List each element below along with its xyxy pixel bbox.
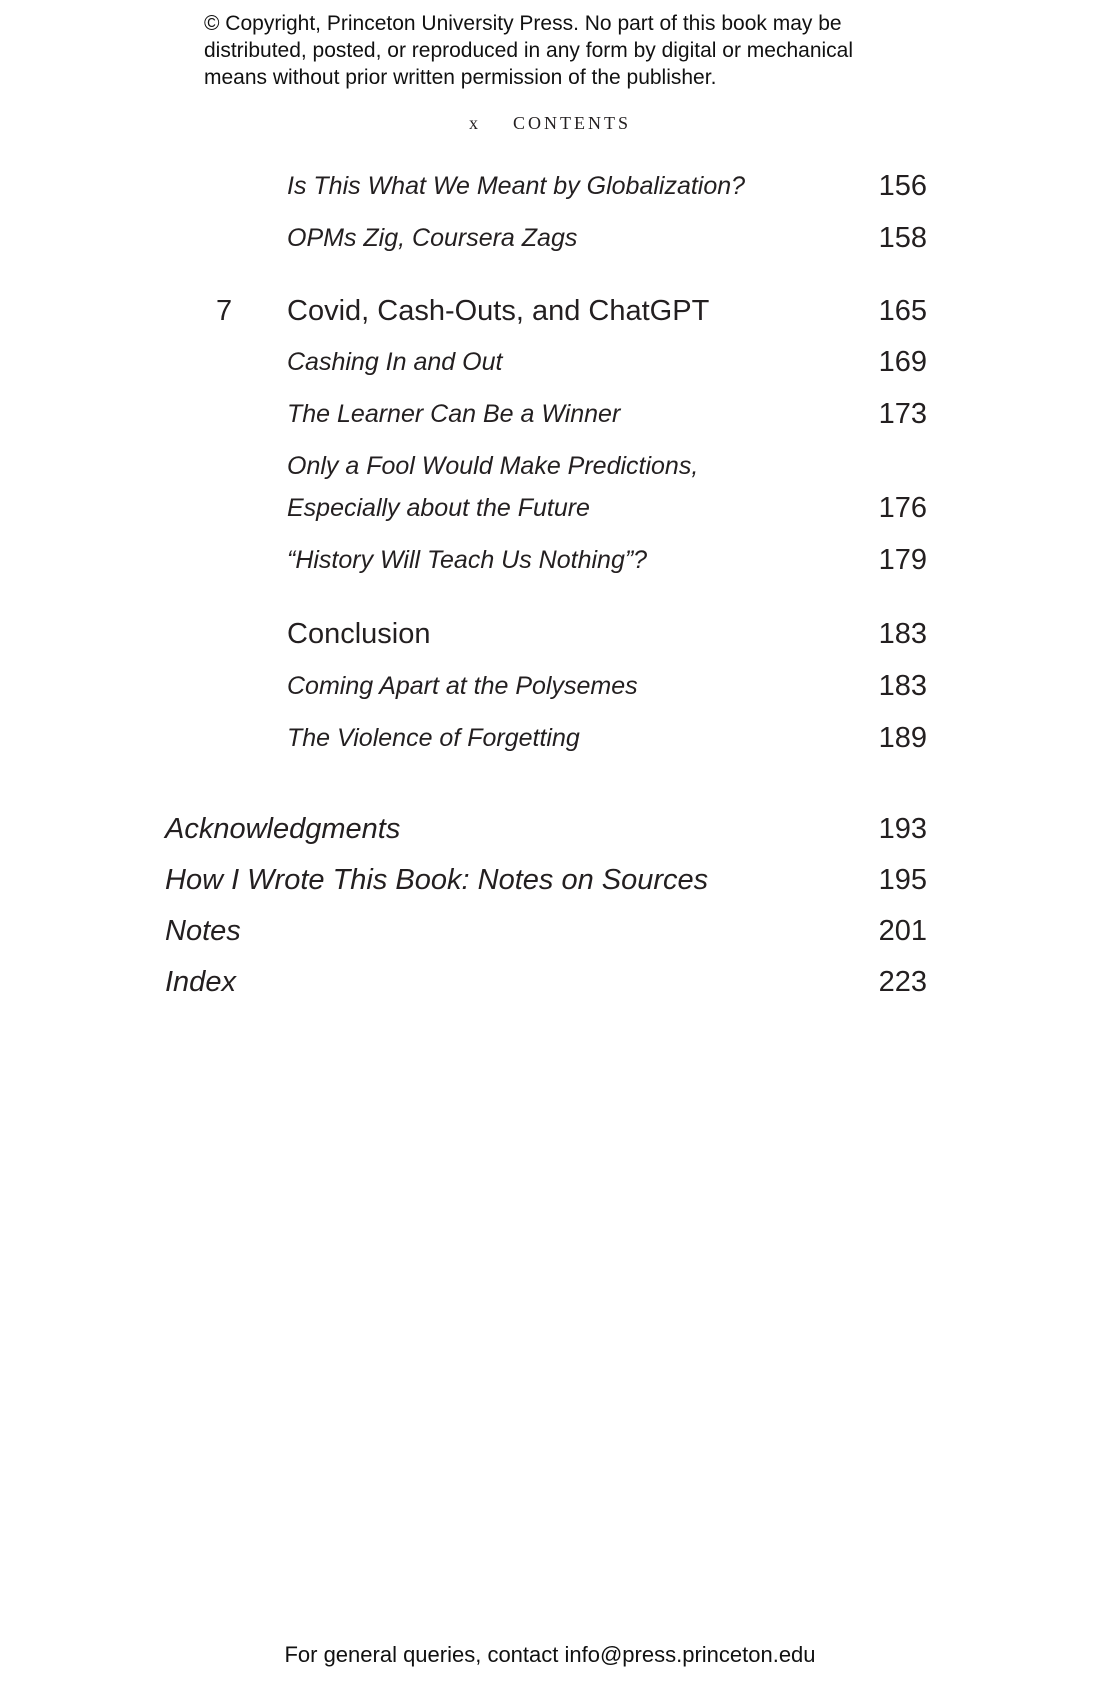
toc-chapter-number: 7 <box>216 295 233 327</box>
toc-page-number: 223 <box>878 966 927 998</box>
toc-section-title: OPMs Zig, Coursera Zags <box>287 224 578 252</box>
running-head <box>0 113 1100 134</box>
copyright-line: means without prior written permission of the publisher. <box>204 66 717 89</box>
toc-page-number: 195 <box>878 864 927 896</box>
toc-page-number: 193 <box>878 813 927 845</box>
toc-chapter-title: Covid, Cash-Outs, and ChatGPT <box>287 295 710 327</box>
toc-backmatter-title: Acknowledgments <box>165 813 401 845</box>
toc-section-title: Coming Apart at the Polysemes <box>287 672 638 700</box>
toc-page-number: 201 <box>878 915 927 947</box>
footer-contact: For general queries, contact info@press.princeton.edu <box>284 1642 816 1667</box>
toc-page-number: 173 <box>878 398 927 430</box>
toc-page-number: 179 <box>878 544 927 576</box>
toc-page-number: 156 <box>878 170 927 202</box>
toc-page-number: 183 <box>878 670 927 702</box>
toc-section-title: Is This What We Meant by Globalization? <box>287 172 746 200</box>
toc-page-number: 189 <box>878 722 927 754</box>
toc-page-number: 158 <box>878 222 927 254</box>
toc-page-number: 183 <box>878 618 927 650</box>
running-head-title: CONTENTS <box>513 113 631 133</box>
toc-page-number: 165 <box>878 295 927 327</box>
copyright-line: distributed, posted, or reproduced in any form by digital or mechanical <box>204 39 854 62</box>
copyright-line: © Copyright, Princeton University Press. No part of this book may be <box>204 12 842 35</box>
toc-backmatter-title: How I Wrote This Book: Notes on Sources <box>165 864 709 896</box>
toc-backmatter-title: Notes <box>165 915 241 947</box>
toc-section-title: Only a Fool Would Make Predictions, <box>287 452 699 480</box>
toc-page-number: 176 <box>878 492 927 524</box>
toc-backmatter-title: Index <box>165 966 236 998</box>
page-folio: x <box>469 113 481 133</box>
toc-section-title: “History Will Teach Us Nothing”? <box>287 546 648 574</box>
toc-section-title: The Violence of Forgetting <box>287 724 580 752</box>
toc-section-title: Cashing In and Out <box>287 348 503 376</box>
toc-section-title: Especially about the Future <box>287 494 590 522</box>
toc-chapter-title: Conclusion <box>287 618 431 650</box>
copyright-notice <box>204 10 924 91</box>
toc-section-title: The Learner Can Be a Winner <box>287 400 621 428</box>
toc-page-number: 169 <box>878 346 927 378</box>
